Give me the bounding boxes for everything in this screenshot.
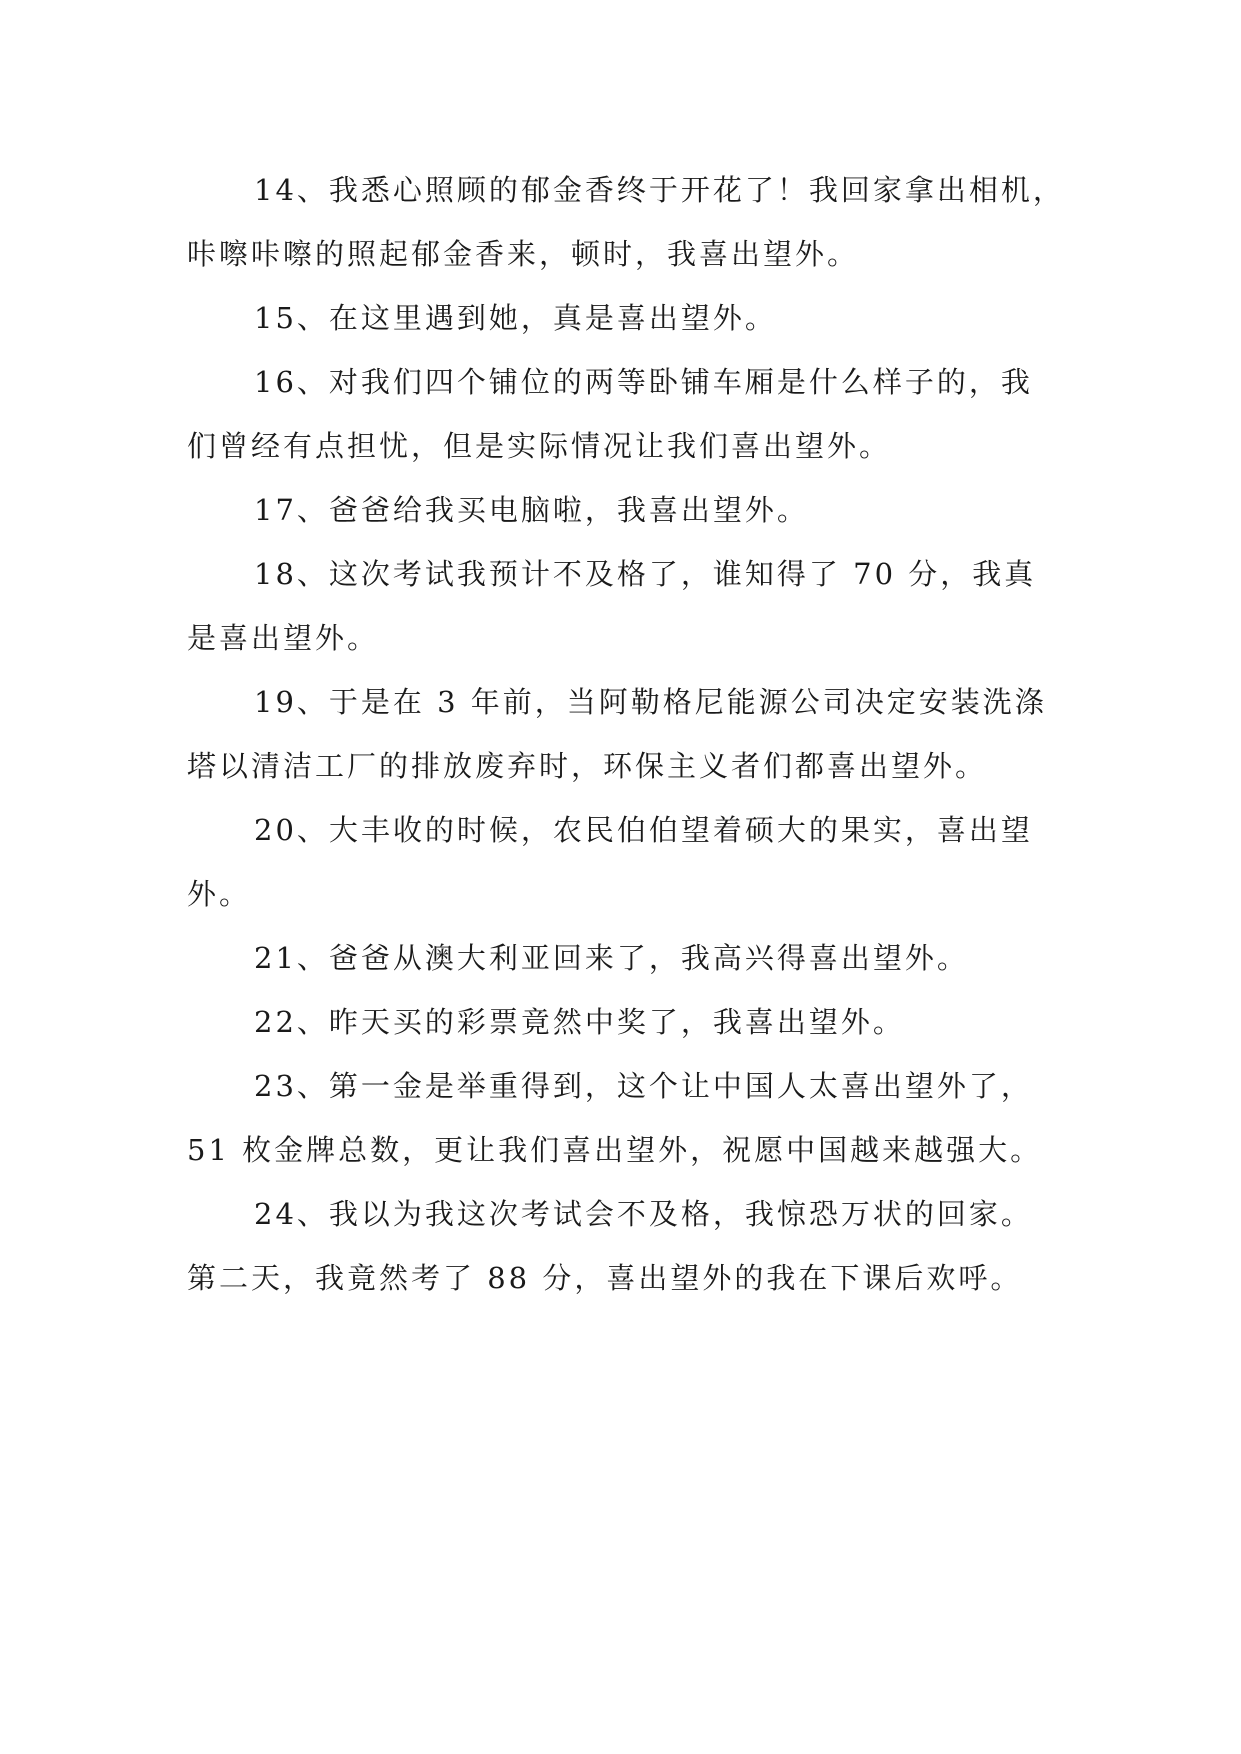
paragraph-line: 18、这次考试我预计不及格了，谁知得了 70 分，我真 [254, 557, 1037, 591]
paragraph-17 [187, 478, 1087, 542]
paragraph-line: 外。 [187, 877, 252, 911]
paragraph-line: 15、在这里遇到她，真是喜出望外。 [254, 301, 777, 335]
paragraph-line: 14、我悉心照顾的郁金香终于开花了！我回家拿出相机， [254, 173, 1065, 207]
paragraph-line: 们曾经有点担忧，但是实际情况让我们喜出望外。 [187, 429, 892, 463]
paragraph-line: 20、大丰收的时候，农民伯伯望着硕大的果实，喜出望 [254, 813, 1033, 847]
paragraph-18 [187, 542, 1087, 670]
paragraph-22 [187, 990, 1087, 1054]
paragraph-line: 塔以清洁工厂的排放废弃时，环保主义者们都喜出望外。 [187, 749, 988, 783]
paragraph-14 [187, 158, 1087, 286]
paragraph-line: 23、第一金是举重得到，这个让中国人太喜出望外了， [254, 1069, 1033, 1103]
document-body [187, 158, 1087, 1310]
paragraph-line: 51 枚金牌总数，更让我们喜出望外，祝愿中国越来越强大。 [187, 1133, 1043, 1167]
paragraph-line: 16、对我们四个铺位的两等卧铺车厢是什么样子的，我 [254, 365, 1033, 399]
paragraph-line: 22、昨天买的彩票竟然中奖了，我喜出望外。 [254, 1005, 905, 1039]
paragraph-line: 21、爸爸从澳大利亚回来了，我高兴得喜出望外。 [254, 941, 969, 975]
paragraph-21 [187, 926, 1087, 990]
paragraph-line: 第二天，我竟然考了 88 分，喜出望外的我在下课后欢呼。 [187, 1261, 1023, 1295]
paragraph-20 [187, 798, 1087, 926]
paragraph-24 [187, 1182, 1087, 1310]
paragraph-15 [187, 286, 1087, 350]
paragraph-line: 17、爸爸给我买电脑啦，我喜出望外。 [254, 493, 809, 527]
paragraph-line: 咔嚓咔嚓的照起郁金香来，顿时，我喜出望外。 [187, 237, 860, 271]
paragraph-line: 24、我以为我这次考试会不及格，我惊恐万状的回家。 [254, 1197, 1033, 1231]
paragraph-19 [187, 670, 1087, 798]
paragraph-line: 19、于是在 3 年前，当阿勒格尼能源公司决定安装洗涤 [254, 685, 1047, 719]
paragraph-23 [187, 1054, 1087, 1182]
paragraph-line: 是喜出望外。 [187, 621, 380, 655]
paragraph-16 [187, 350, 1087, 478]
